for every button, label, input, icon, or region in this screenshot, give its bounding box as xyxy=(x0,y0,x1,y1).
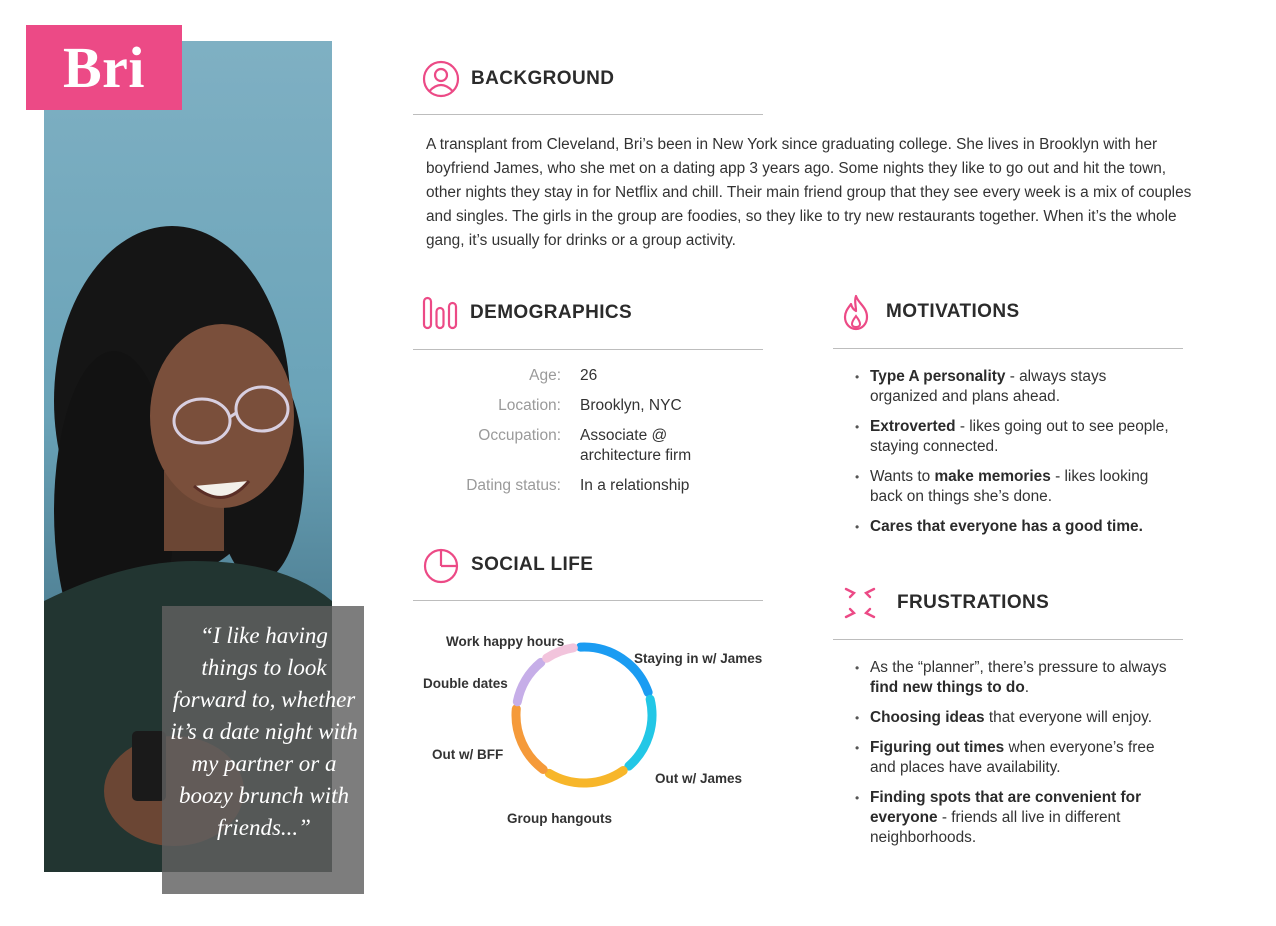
list-item: • Figuring out times when everyone’s free and places have availability. xyxy=(855,738,1175,778)
demo-row xyxy=(420,426,760,466)
quote-box xyxy=(162,606,364,894)
chart-label: Out w/ BFF xyxy=(432,747,504,762)
chart-label: Double dates xyxy=(423,676,508,691)
background-header xyxy=(421,59,614,99)
persona-quote: “I like having things to look forward to, whether it’s a date night with my partner or a boozy brunch with friends...” xyxy=(170,623,358,840)
ring-segment-6 xyxy=(547,648,574,658)
ring-segment-5 xyxy=(517,662,541,701)
motivations-divider xyxy=(833,348,1183,349)
demo-value: In a relationship xyxy=(580,477,690,494)
list-item: • Finding spots that are convenient for everyone - friends all live in different neighborhoods. xyxy=(855,788,1175,848)
list-item: • Cares that everyone has a good time. xyxy=(855,517,1175,537)
background-text: A transplant from Cleveland, Bri’s been in New York since graduating college. She lives in Brooklyn with her boyfriend James, who she met on a dating app 3 years ago. Some nights they like to go out and hit the town, other nights they stay in for Netflix and chill. Their main friend group that they see every week is a mix of couples and singles. The girls in the group are foodies, so they like to try new restaurants together. When it’s the whole gang, it’s usually for drinks or a group activity. xyxy=(426,136,1192,249)
demo-label: Location: xyxy=(498,397,561,414)
flame-icon xyxy=(836,292,876,332)
frustrations-divider xyxy=(833,639,1183,640)
demographics-header xyxy=(420,293,632,333)
pie-chart-icon xyxy=(421,545,461,585)
social-life-chart xyxy=(412,620,772,840)
frustrations-header xyxy=(840,583,1049,623)
chart-label: Out w/ James xyxy=(655,771,743,786)
user-circle-icon xyxy=(421,59,461,99)
demographics-divider xyxy=(413,349,763,350)
chart-label: Work happy hours xyxy=(446,634,565,649)
demo-value: 26 xyxy=(580,367,598,384)
chart-label: Group hangouts xyxy=(507,811,612,826)
social-life-divider xyxy=(413,600,763,601)
frustrations-list xyxy=(855,658,1175,858)
social-life-title: SOCIAL LIFE xyxy=(471,554,594,575)
background-title: BACKGROUND xyxy=(471,68,615,89)
list-item: • Wants to make memories - likes looking back on things she’s done. xyxy=(855,467,1175,507)
demo-row xyxy=(420,476,760,496)
ring-segment-2 xyxy=(629,699,652,766)
anger-icon xyxy=(840,583,880,623)
ring-segment-3 xyxy=(549,771,623,783)
demo-label: Occupation: xyxy=(478,427,561,444)
frustrations-title: FRUSTRATIONS xyxy=(897,592,1050,613)
list-item: • Extroverted - likes going out to see people, staying connected. xyxy=(855,417,1175,457)
demo-label: Age: xyxy=(529,367,561,384)
persona-name: Bri xyxy=(26,25,182,110)
demo-label: Dating status: xyxy=(466,477,561,494)
list-item: • Type A personality - always stays organized and plans ahead. xyxy=(855,367,1175,407)
ring-segment-4 xyxy=(516,709,543,770)
motivations-header xyxy=(836,292,1020,332)
chart-label: Staying in w/ James xyxy=(634,651,763,666)
bar-chart-icon xyxy=(420,293,460,333)
social-life-header xyxy=(421,545,593,585)
motivations-title: MOTIVATIONS xyxy=(886,301,1020,322)
demographics-table xyxy=(420,366,760,506)
demo-value: Brooklyn, NYC xyxy=(580,397,682,414)
demo-value: Associate @ architecture firm xyxy=(580,427,692,464)
demo-row xyxy=(420,396,760,416)
demo-row xyxy=(420,366,760,386)
list-item: • As the “planner”, there’s pressure to always find new things to do. xyxy=(855,658,1175,698)
demographics-title: DEMOGRAPHICS xyxy=(470,302,633,323)
motivations-list xyxy=(855,367,1175,547)
list-item: • Choosing ideas that everyone will enjoy. xyxy=(855,708,1175,728)
background-divider xyxy=(413,114,763,115)
